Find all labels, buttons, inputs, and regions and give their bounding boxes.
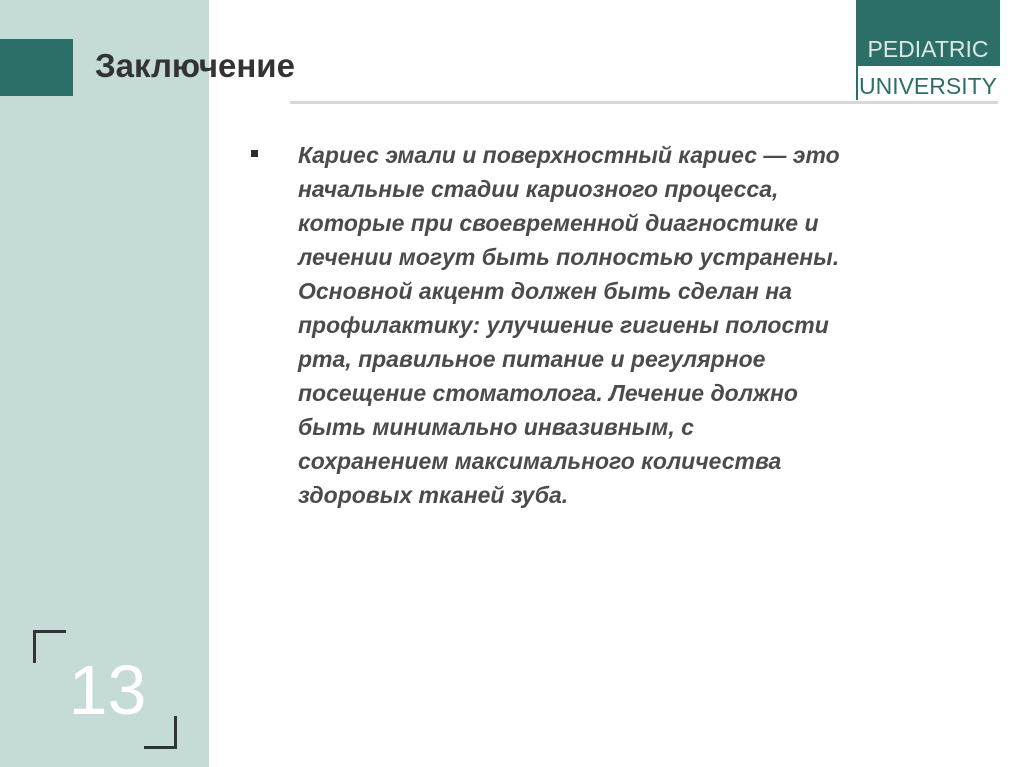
text-line: быть минимально инвазивным, с xyxy=(298,414,694,440)
text-line: Кариес эмали и поверхностный кариес — это xyxy=(298,142,840,168)
text-line: рта, правильное питание и регулярное xyxy=(298,346,766,372)
text-line: начальные стадии кариозного процесса, xyxy=(298,176,779,202)
title-accent-block xyxy=(0,39,73,96)
text-line: здоровых тканей зуба. xyxy=(298,482,569,508)
text-line: лечении могут быть полностью устранены. xyxy=(298,244,840,270)
text-line: профилактику: улучшение гигиены полости xyxy=(298,312,829,338)
logo-text-pediatric: PEDIATRIC xyxy=(867,36,989,62)
conclusion-text xyxy=(298,138,998,512)
slide-title: Заключение xyxy=(95,47,295,84)
corner-bracket-bottom-right xyxy=(144,716,177,749)
text-line: посещение стоматолога. Лечение должно xyxy=(298,380,798,406)
slide-number: 13 xyxy=(68,651,147,729)
text-line: сохранением максимального количества xyxy=(298,448,782,474)
bullet-icon xyxy=(251,150,258,157)
logo-text-university: UNIVERSITY xyxy=(858,73,998,99)
title-divider xyxy=(290,101,998,104)
text-line: Основной акцент должен быть сделан на xyxy=(298,278,792,304)
text-line: которые при своевременной диагностике и xyxy=(298,210,819,236)
